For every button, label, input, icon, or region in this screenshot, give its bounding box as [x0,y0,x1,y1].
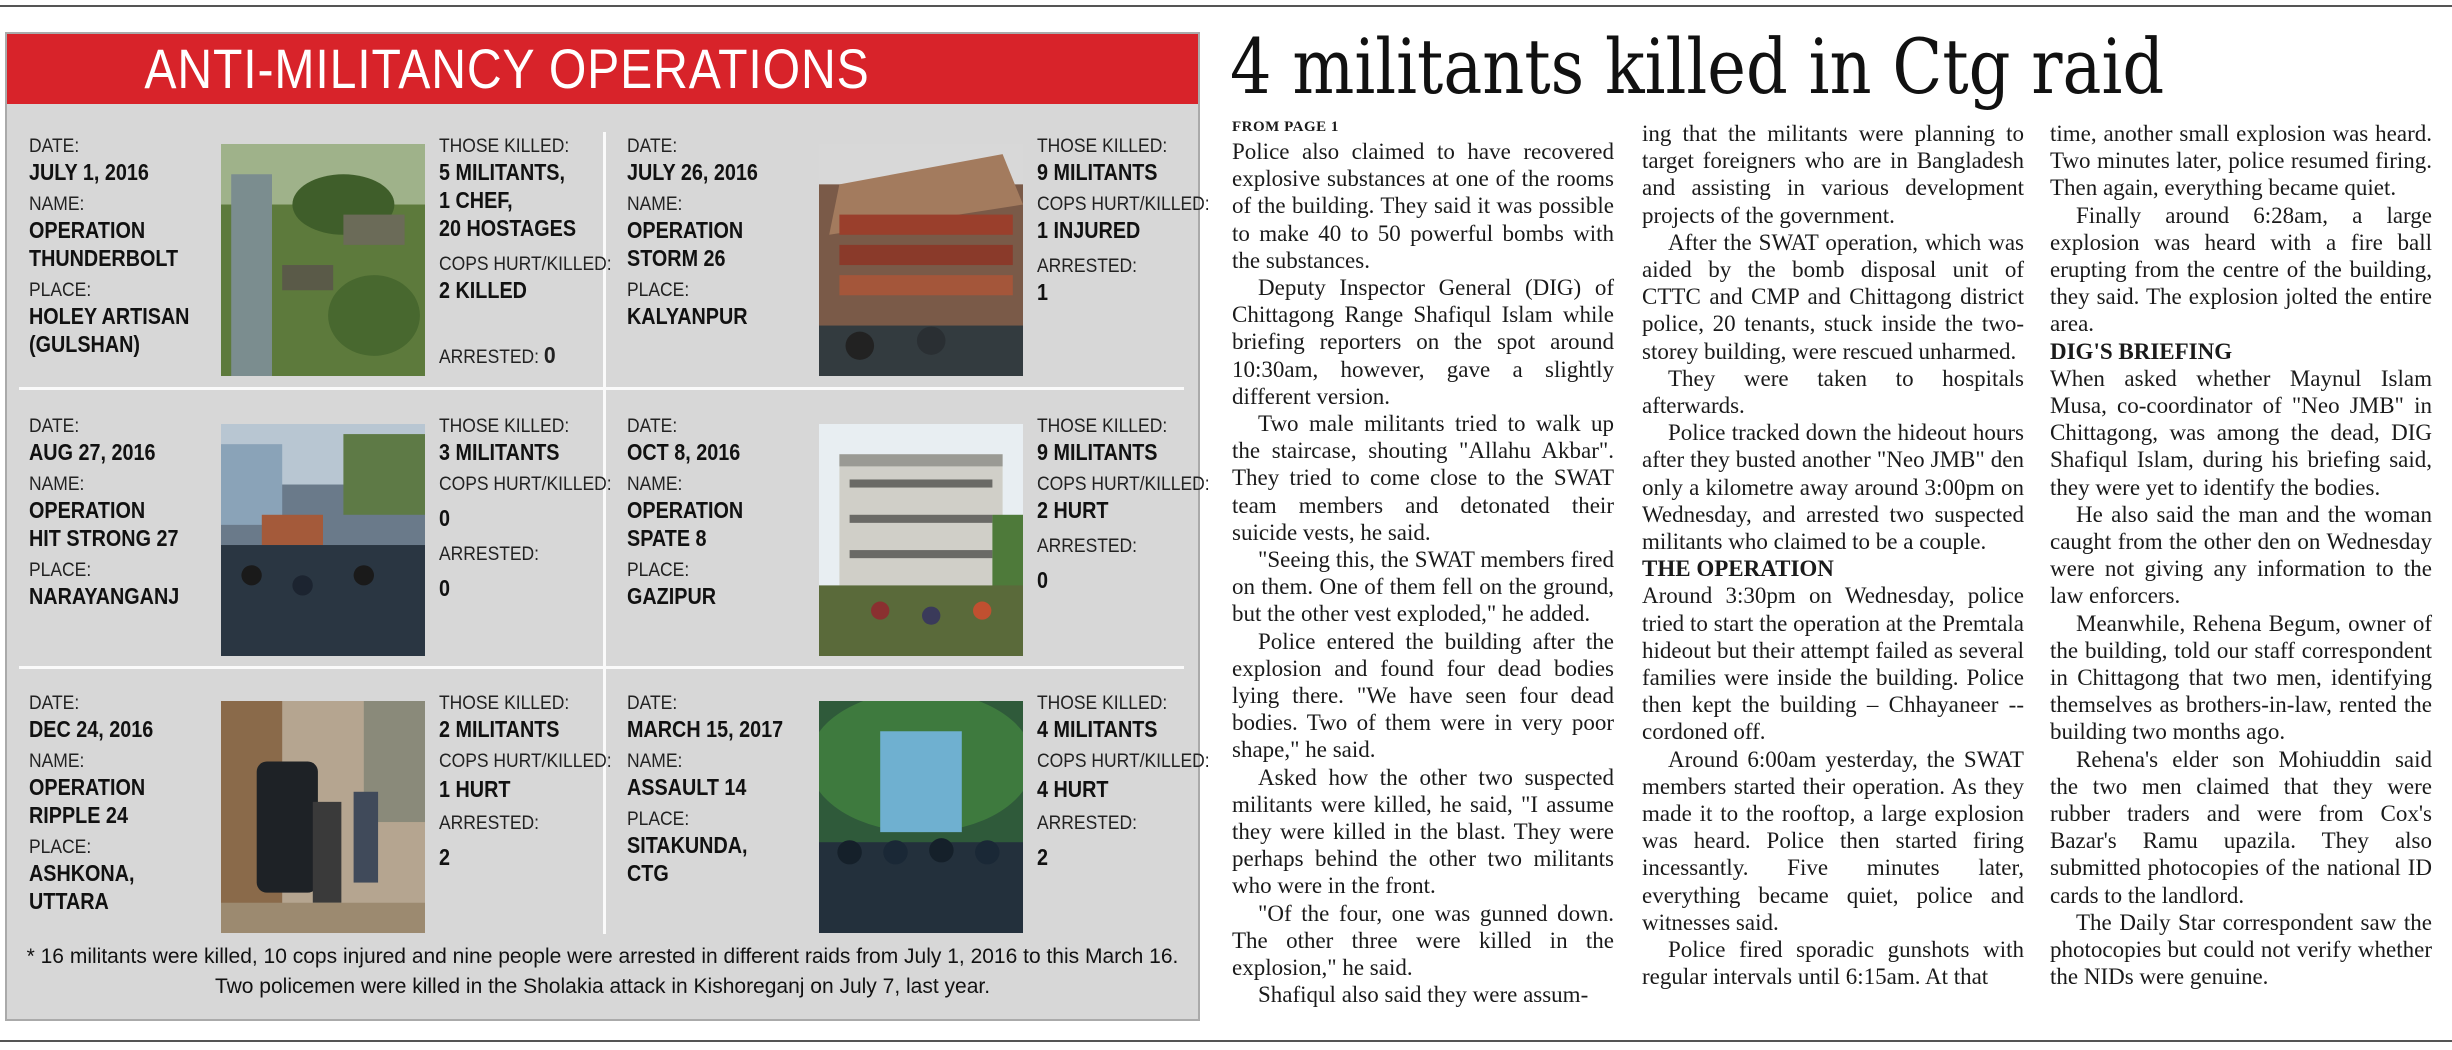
cops-hurt-killed: 2 KILLED [439,277,527,303]
paragraph: Around 6:00am yesterday, the SWAT members started their operation. As they made it to the rooftop, a large explosion was heard. Police then started firing incessantly. Five minutes later, everything became quiet, police and witnesses said. [1642,746,2024,935]
cops-label: COPS HURT/KILLED: [439,751,612,772]
top-rule [0,5,2452,7]
paragraph: Police entered the building after the explosion and found four dead bodies lying there. "We have seen four dead bodies. Two of them were in very poor shape," he said. [1232,628,1614,763]
name-label: NAME: [627,751,683,772]
cops-hurt-killed: 4 HURT [1037,776,1109,802]
operation-card [29,132,612,387]
operation-card [29,689,612,944]
killed-label: THOSE KILLED: [1037,416,1168,437]
paragraph: Two male militants tried to walk up the staircase, shouting "Allahu Akbar". They tried to come close to the SWAT team members and detonated their suicide vests, he said. [1232,411,1614,545]
article-column-2 [1642,120,2024,991]
operation-name: OPERATION STORM 26 [627,217,744,271]
arrested-label: ARRESTED: 0 [439,342,556,368]
date-label: DATE: [627,693,678,714]
arrested-label: ARRESTED: [439,544,540,565]
date-label: DATE: [29,136,80,157]
operation-date: MARCH 15, 2017 [627,716,784,742]
place-label: PLACE: [627,280,690,301]
paragraph: Deputy Inspector General (DIG) of Chittagong Range Shafiqul Islam while briefing reporters on the spot around 10:30am, however, gave a slightly different version. [1232,275,1614,409]
cops-hurt-killed: 1 INJURED [1037,217,1141,243]
date-label: DATE: [627,136,678,157]
operation-photo [819,424,1023,656]
operation-date: JULY 1, 2016 [29,159,149,185]
operation-place: ASHKONA, UTTARA [29,860,135,914]
killed-label: THOSE KILLED: [1037,693,1168,714]
paragraph: When asked whether Maynul Islam Musa, co-coordinator of "Neo JMB" in Chittagong, was among the dead, DIG Shafiqul Islam, during his briefing said, they were yet to identify the bodies. [2050,365,2432,500]
date-label: DATE: [29,693,80,714]
paragraph: Rehena's elder son Mohiuddin said the two men claimed that they were rubber traders and were from Cox's Bazar's Ramu upazila. They also submitted photocopies of the national ID cards to the landlord. [2050,746,2432,908]
paragraph: After the SWAT operation, which was aided by the bomb disposal unit of CTTC and CMP and Chittagong district police, 20 tenants, stuck inside the two-storey building, were rescued unharmed. [1642,229,2024,364]
grid-divider [19,387,1184,390]
date-label: DATE: [627,416,678,437]
paragraph: Asked how the other two suspected militants were killed, he said, "I assume they were killed in the blast. They were perhaps behind the other two militants who were in the front. [1232,764,1614,899]
those-killed: 9 MILITANTS [1037,439,1158,465]
paragraph: "Seeing this, the SWAT members fired on them. One of them fell on the ground, but the other vest exploded," he added. [1232,547,1614,627]
operation-photo [221,701,425,933]
place-label: PLACE: [627,560,690,581]
footnote-line: Two policemen were killed in the Sholakia attack in Kishoreganj on July 7, last year. [214,975,991,998]
subhead-dig-briefing: DIG'S BRIEFING [2050,338,2233,364]
paragraph: Around 3:30pm on Wednesday, police tried to start the operation at the Premtala hideout but their attempt failed as several families were inside the building. Police then kept the building – Chhayaneer -- cordoned off. [1642,583,2024,745]
place-label: PLACE: [29,560,92,581]
paragraph: The Daily Star correspondent saw the photocopies but could not verify whether the NIDs were genuine. [2050,909,2432,990]
those-killed: 5 MILITANTS, 1 CHEF, 20 HOSTAGES [439,159,577,241]
those-killed: 3 MILITANTS [439,439,560,465]
place-label: PLACE: [29,280,92,301]
operation-photo [819,701,1023,933]
paragraph: They were taken to hospitals afterwards. [1642,365,2024,419]
arrested-label: ARRESTED: [439,813,540,834]
arrested-count: 2 [1037,844,1049,870]
paragraph: He also said the man and the woman caught from the other den on Wednesday were not giving any information to the law enforcers. [2050,501,2432,609]
name-label: NAME: [29,751,85,772]
place-label: PLACE: [627,809,690,830]
arrested-count: 0 [543,342,556,368]
cops-hurt-killed: 2 HURT [1037,497,1109,523]
cops-label: COPS HURT/KILLED: [439,474,612,495]
paragraph: Police also claimed to have recovered explosive substances at one of the rooms of the building. They said it was possible to make 40 to 50 powerful bombs with the substances. [1232,139,1614,273]
killed-label: THOSE KILLED: [1037,136,1168,157]
operation-card [627,412,1210,667]
article-column-3 [2050,120,2432,991]
killed-label: THOSE KILLED: [439,693,570,714]
those-killed: 9 MILITANTS [1037,159,1158,185]
infographic-title: ANTI-MILITANCY OPERATIONS [144,37,870,100]
those-killed: 4 MILITANTS [1037,716,1158,742]
arrested-label: ARRESTED: [1037,256,1138,277]
cops-label: COPS HURT/KILLED: [1037,194,1210,215]
operation-place: NARAYANGANJ [29,583,180,609]
arrested-count: 1 [1037,279,1049,305]
operation-name: OPERATION SPATE 8 [627,497,744,551]
paragraph: Finally around 6:28am, a large explosion was heard with a fire ball erupting from the centre of the building, they said. The explosion jolted the entire area. [2050,202,2432,337]
anti-militancy-infographic [5,32,1210,1021]
operation-card [627,132,1210,387]
operation-photo [221,144,425,376]
cops-label: COPS HURT/KILLED: [1037,474,1210,495]
bottom-rule [0,1040,2452,1042]
article-headline: 4 militants killed in Ctg raid [1230,22,2165,111]
operation-place: GAZIPUR [627,583,717,609]
killed-label: THOSE KILLED: [439,416,570,437]
date-label: DATE: [29,416,80,437]
arrested-label: ARRESTED: [1037,813,1138,834]
operation-place: SITAKUNDA, CTG [627,832,748,886]
arrested-label: ARRESTED: [1037,536,1138,557]
name-label: NAME: [29,194,85,215]
operation-photo [221,424,425,656]
arrested-count: 0 [439,575,451,601]
paragraph: Meanwhile, Rehena Begum, owner of the building, told our staff correspondent in Chittagong that two men, identifying themselves as brothers-in-law, rented the building two months ago. [2050,610,2432,745]
operation-date: OCT 8, 2016 [627,439,741,465]
operation-name: OPERATION RIPPLE 24 [29,774,146,828]
place-label: PLACE: [29,837,92,858]
name-label: NAME: [29,474,85,495]
cops-label: COPS HURT/KILLED: [1037,751,1210,772]
operation-name: ASSAULT 14 [627,774,747,800]
paragraph: ing that the militants were planning to target foreigners who are in Bangladesh and assisting in various development projects of the government. [1642,121,2024,228]
operation-date: JULY 26, 2016 [627,159,758,185]
killed-label: THOSE KILLED: [439,136,570,157]
paragraph: Police tracked down the hideout hours after they busted another "Neo JMB" den only a kilometre away around 3:00pm on Wednesday, and arrested two suspected militants who claimed to be a couple. [1642,420,2024,555]
operation-date: DEC 24, 2016 [29,716,154,742]
operation-card [627,689,1210,944]
name-label: NAME: [627,194,683,215]
article-column-1 [1232,116,1614,1009]
paragraph: Police fired sporadic gunshots with regular intervals until 6:15am. At that [1642,937,2024,990]
name-label: NAME: [627,474,683,495]
footnote-line: * 16 militants were killed, 10 cops injured and nine people were arrested in different raids from July 1, 2016 to this March 16. [26,945,1179,968]
operation-date: AUG 27, 2016 [29,439,156,465]
operation-photo [819,144,1023,376]
cops-label: COPS HURT/KILLED: [439,254,612,275]
paragraph: time, another small explosion was heard. Two minutes later, police resumed firing. Then again, everything became quiet. [2050,121,2432,201]
operation-name: OPERATION HIT STRONG 27 [29,497,179,551]
cops-hurt-killed: 1 HURT [439,776,511,802]
arrested-count: 0 [1037,567,1049,593]
operation-name: OPERATION THUNDERBOLT [29,217,179,271]
jump-kicker: FROM PAGE 1 [1232,119,1339,135]
operation-place: KALYANPUR [627,303,748,329]
operation-card [29,412,612,667]
infographic-banner [7,34,1198,104]
arrested-count: 2 [439,844,451,870]
those-killed: 2 MILITANTS [439,716,560,742]
operation-place: HOLEY ARTISAN (GULSHAN) [29,303,190,357]
infographic-footnote [7,942,1198,1002]
subhead-operation: THE OPERATION [1642,556,1834,582]
paragraph: "Of the four, one was gunned down. The other three were killed in the explosion," he said. [1232,900,1614,981]
cops-hurt-killed: 0 [439,505,451,531]
paragraph: Shafiqul also said they were assum- [1258,982,1589,1008]
